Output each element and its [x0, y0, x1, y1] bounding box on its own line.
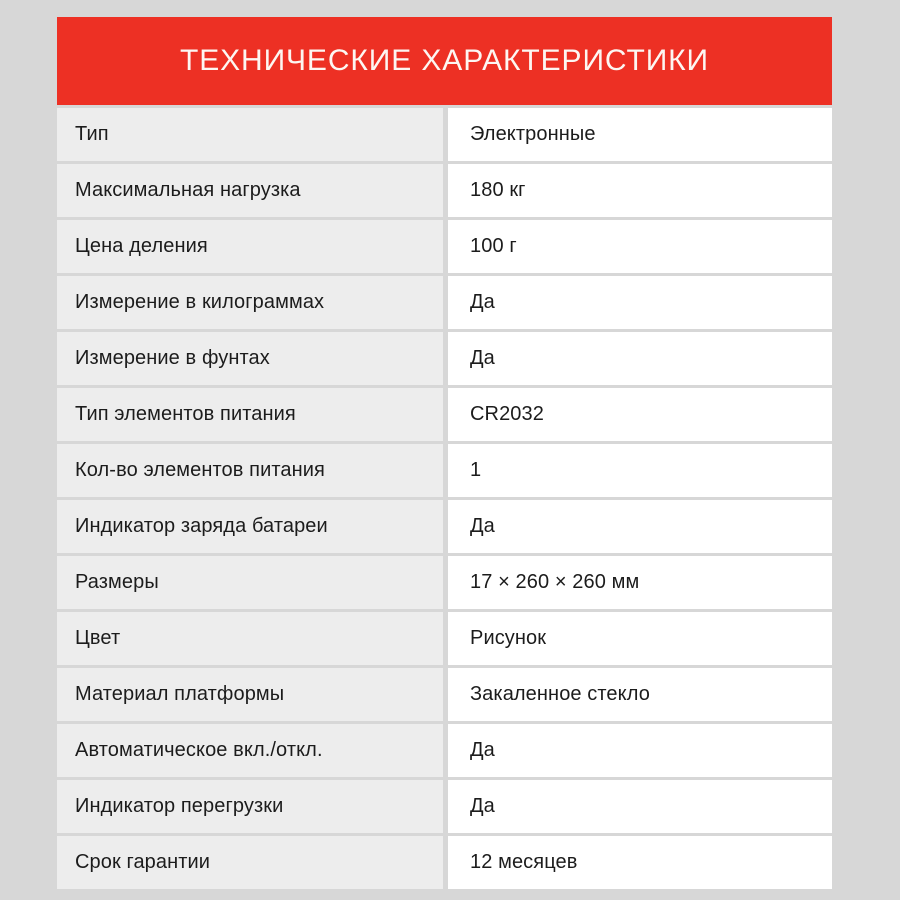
spec-label-text: Кол-во элементов питания — [75, 459, 325, 481]
table-cell-label — [57, 500, 443, 553]
spec-value-text: Да — [470, 739, 495, 761]
table-cell-label — [57, 668, 443, 721]
spec-label-text: Индикатор заряда батареи — [75, 515, 328, 537]
spec-value-text: Электронные — [470, 123, 596, 145]
table-cell-value — [448, 780, 832, 833]
spec-label-text: Тип элементов питания — [75, 403, 296, 425]
spec-value-text: Да — [470, 291, 495, 313]
spec-value-text: 1 — [470, 459, 482, 481]
spec-value-text: 17 × 260 × 260 мм — [470, 571, 640, 593]
table-cell-value — [448, 164, 832, 217]
table-cell-value — [448, 332, 832, 385]
specifications-header-banner — [57, 17, 832, 105]
table-cell-value — [448, 444, 832, 497]
spec-value-text: 100 г — [470, 235, 517, 257]
table-cell-value — [448, 108, 832, 161]
table-cell-label — [57, 556, 443, 609]
table-row — [57, 612, 832, 665]
spec-value-text: 180 кг — [470, 179, 526, 201]
table-row — [57, 332, 832, 385]
table-row — [57, 668, 832, 721]
spec-label-text: Цвет — [75, 627, 121, 649]
spec-value-text: 12 месяцев — [470, 851, 578, 873]
table-cell-label — [57, 836, 443, 889]
specifications-table — [57, 108, 832, 889]
table-cell-label — [57, 724, 443, 777]
table-cell-label — [57, 444, 443, 497]
table-cell-label — [57, 388, 443, 441]
spec-label-text: Срок гарантии — [75, 851, 211, 873]
spec-value-text: Да — [470, 515, 495, 537]
spec-label-text: Измерение в фунтах — [75, 347, 270, 369]
table-row — [57, 276, 832, 329]
table-cell-label — [57, 612, 443, 665]
spec-label-text: Автоматическое вкл./откл. — [75, 739, 323, 761]
table-cell-value — [448, 276, 832, 329]
page-title: ТЕХНИЧЕСКИЕ ХАРАКТЕРИСТИКИ — [179, 44, 710, 77]
table-cell-label — [57, 220, 443, 273]
spec-value-text: Да — [470, 347, 495, 369]
spec-label-text: Материал платформы — [75, 683, 285, 705]
table-cell-label — [57, 164, 443, 217]
table-cell-value — [448, 220, 832, 273]
table-cell-value — [448, 836, 832, 889]
table-row — [57, 444, 832, 497]
spec-label-text: Цена деления — [75, 235, 208, 257]
specifications-card — [57, 17, 832, 892]
table-row — [57, 780, 832, 833]
table-cell-label — [57, 108, 443, 161]
table-row — [57, 108, 832, 161]
spec-value-text: Закаленное стекло — [470, 683, 650, 705]
spec-label-text: Размеры — [75, 571, 159, 593]
spec-label-text: Тип — [75, 123, 109, 145]
spec-value-text: Рисунок — [470, 627, 547, 649]
table-cell-value — [448, 556, 832, 609]
table-row — [57, 388, 832, 441]
table-cell-label — [57, 276, 443, 329]
table-cell-value — [448, 668, 832, 721]
spec-label-text: Измерение в килограммах — [75, 291, 325, 313]
table-row — [57, 556, 832, 609]
table-row — [57, 836, 832, 889]
table-cell-value — [448, 500, 832, 553]
table-cell-value — [448, 612, 832, 665]
table-cell-value — [448, 388, 832, 441]
table-row — [57, 500, 832, 553]
table-cell-label — [57, 332, 443, 385]
table-cell-label — [57, 780, 443, 833]
spec-value-text: Да — [470, 795, 495, 817]
table-row — [57, 164, 832, 217]
spec-value-text: CR2032 — [470, 403, 544, 425]
table-row — [57, 220, 832, 273]
table-cell-value — [448, 724, 832, 777]
spec-label-text: Индикатор перегрузки — [75, 795, 284, 817]
spec-label-text: Максимальная нагрузка — [75, 179, 301, 201]
table-row — [57, 724, 832, 777]
